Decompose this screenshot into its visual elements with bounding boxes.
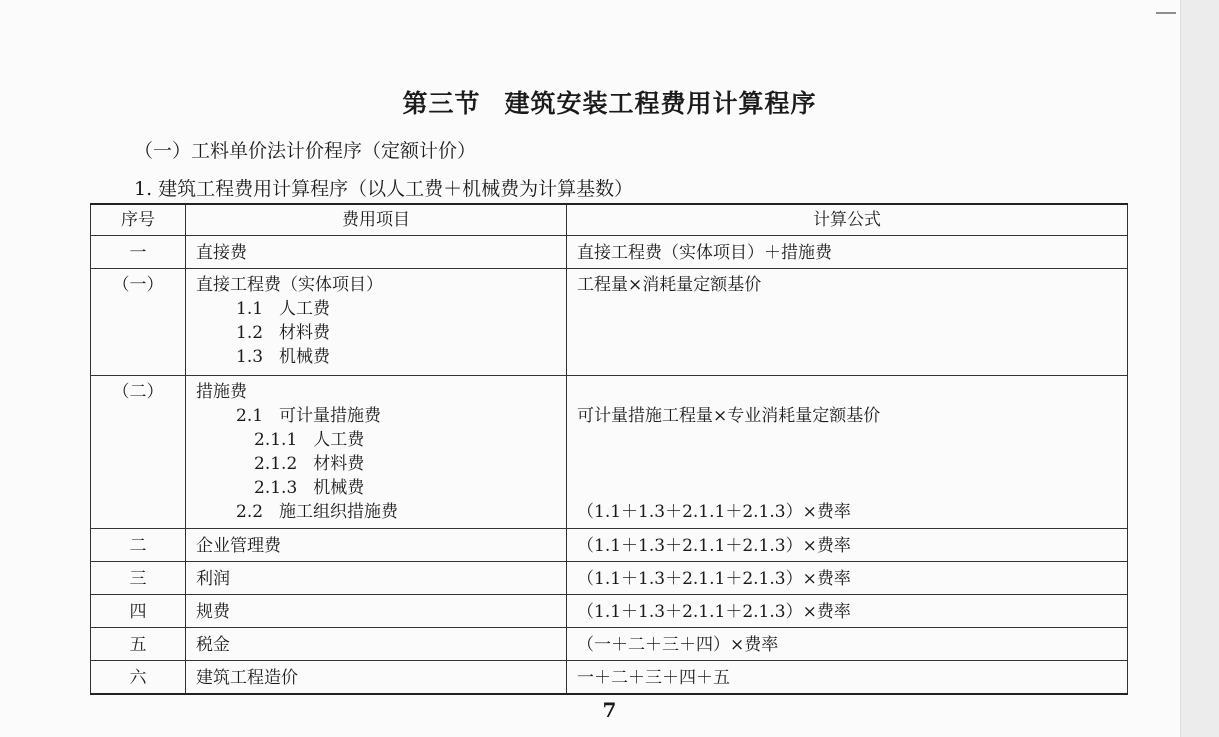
row-formula: 工程量×消耗量定额基价 (567, 269, 1128, 376)
sub-item-number: 1.3 (236, 347, 264, 367)
sub-item-number: 2.1.2 (254, 454, 298, 474)
row-no: 四 (91, 595, 186, 628)
sub-item-label: 材料费 (313, 454, 365, 474)
sub-item-number: 2.1 (236, 406, 264, 426)
sub-item-label: 人工费 (313, 430, 365, 450)
sub-item-label: 人工费 (279, 299, 331, 319)
row-no: （一） (91, 269, 186, 376)
row-item: 措施费 (196, 382, 247, 402)
row-no: 一 (91, 236, 186, 269)
row-formula: （一＋二＋三＋四）×费率 (567, 628, 1128, 661)
page-title (0, 84, 1181, 120)
page-number: 7 (602, 698, 617, 722)
sub-item-label: 材料费 (279, 323, 331, 343)
sub-item (196, 404, 556, 428)
row-no: 五 (91, 628, 186, 661)
table-row (91, 661, 1128, 695)
table-header-row (91, 204, 1128, 236)
row-formula: 一＋二＋三＋四＋五 (567, 661, 1128, 695)
table-row (91, 529, 1128, 562)
row-formula: （1.1＋1.3＋2.1.1＋2.1.3）×费率 (577, 502, 851, 522)
sub-item (196, 345, 556, 375)
section-label: 第三节 (402, 89, 481, 118)
table-row (91, 562, 1128, 595)
subheading: （一）工料单价法计价程序（定额计价） (134, 140, 477, 162)
table-row (91, 595, 1128, 628)
section-name: 建筑安装工程费用计算程序 (504, 89, 817, 118)
cost-table (90, 203, 1128, 695)
row-item-group (186, 376, 567, 529)
sub-item-number: 2.2 (236, 502, 264, 522)
table-caption: 1. 建筑工程费用计算程序（以人工费＋机械费为计算基数） (134, 178, 634, 200)
sub-item-label: 施工组织措施费 (279, 502, 399, 522)
row-item: 税金 (186, 628, 567, 661)
row-formula: 直接工程费（实体项目）＋措施费 (567, 236, 1128, 269)
table-row (91, 628, 1128, 661)
sub-item (196, 297, 556, 321)
row-item-group (186, 269, 567, 376)
row-item: 直接工程费（实体项目） (196, 275, 383, 295)
header-no: 序号 (91, 204, 186, 236)
sub-item (196, 321, 556, 345)
sub-item-number: 1.1 (236, 299, 264, 319)
row-no: 二 (91, 529, 186, 562)
row-item: 利润 (186, 562, 567, 595)
scrollbar[interactable] (1181, 0, 1219, 737)
row-formula: 可计量措施工程量×专业消耗量定额基价 (577, 406, 881, 426)
header-formula: 计算公式 (567, 204, 1128, 236)
row-formula: （1.1＋1.3＋2.1.1＋2.1.3）×费率 (567, 562, 1128, 595)
sub-item-label: 可计量措施费 (279, 406, 382, 426)
sub-item-label: 机械费 (279, 347, 331, 367)
row-item: 直接费 (186, 236, 567, 269)
row-no: （二） (91, 376, 186, 529)
row-formula-group (567, 376, 1128, 529)
table-row (91, 376, 1128, 529)
sub-item-number: 2.1.3 (254, 478, 298, 498)
sub-item (196, 452, 556, 476)
row-formula: （1.1＋1.3＋2.1.1＋2.1.3）×费率 (567, 529, 1128, 562)
row-formula: （1.1＋1.3＋2.1.1＋2.1.3）×费率 (567, 595, 1128, 628)
sub-item-number: 2.1.1 (254, 430, 298, 450)
table-row (91, 236, 1128, 269)
row-item: 企业管理费 (186, 529, 567, 562)
sub-item-label: 机械费 (313, 478, 365, 498)
sub-item-number: 1.2 (236, 323, 264, 343)
sub-item (196, 476, 556, 500)
row-item: 建筑工程造价 (186, 661, 567, 695)
row-no: 六 (91, 661, 186, 695)
header-item: 费用项目 (186, 204, 567, 236)
table-row (91, 269, 1128, 376)
row-no: 三 (91, 562, 186, 595)
scroll-indicator[interactable] (1156, 12, 1176, 14)
row-item: 规费 (186, 595, 567, 628)
sub-item (196, 500, 556, 528)
sub-item (196, 428, 556, 452)
